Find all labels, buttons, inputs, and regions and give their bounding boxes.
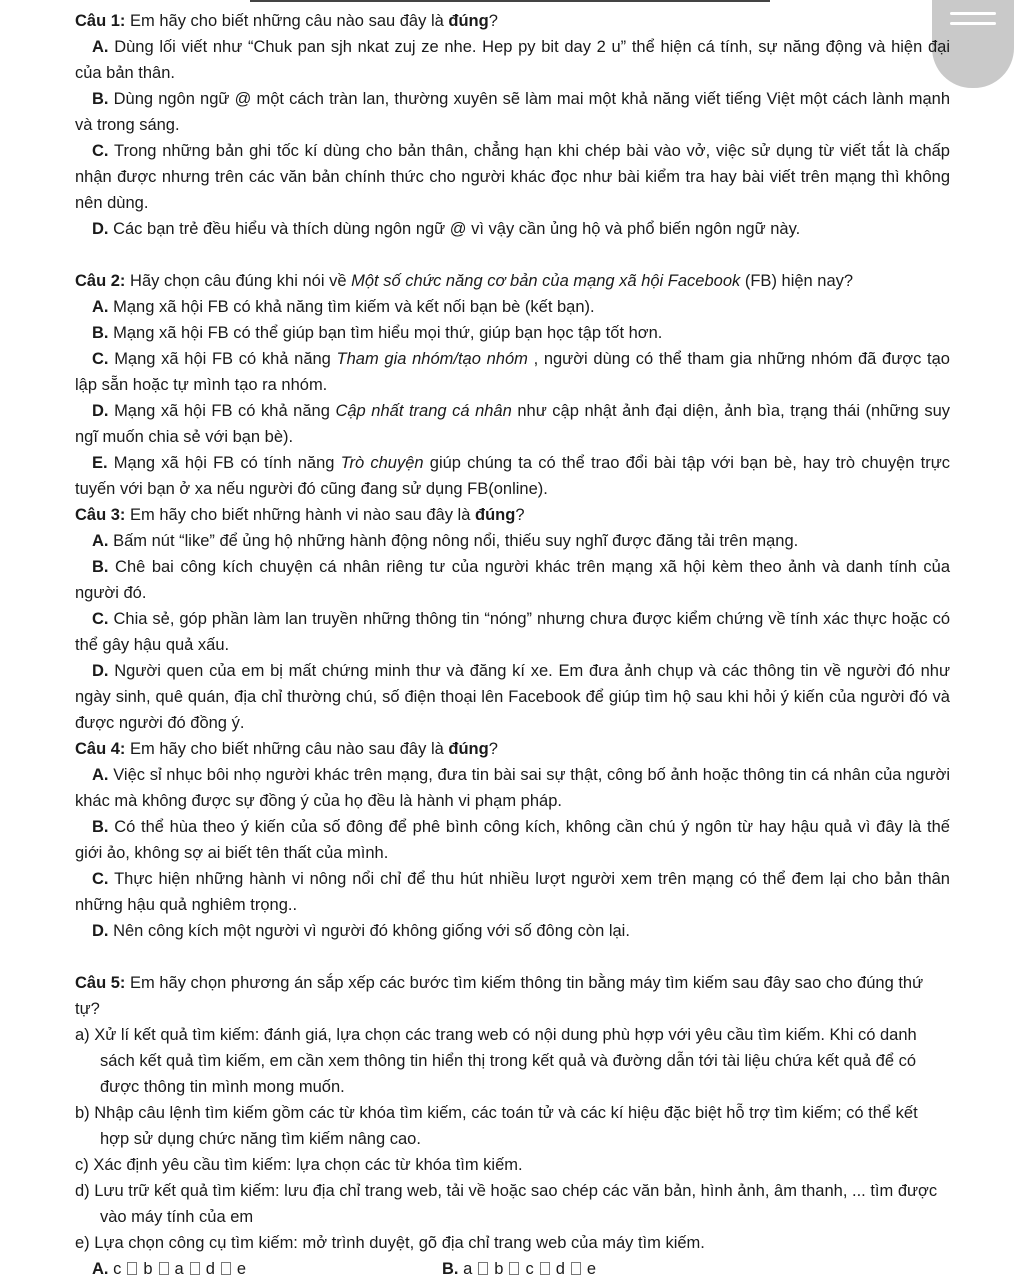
option-c bbox=[75, 606, 950, 658]
option-key: D. bbox=[92, 922, 109, 940]
option-d bbox=[75, 918, 950, 944]
option-key: D. bbox=[92, 402, 109, 420]
grip-line-icon bbox=[950, 22, 996, 25]
question-text: Hãy chọn câu đúng khi nói về bbox=[130, 272, 347, 290]
option-key: B. bbox=[92, 818, 109, 836]
answer-letter: c bbox=[525, 1260, 534, 1278]
option-key: A. bbox=[92, 766, 109, 784]
question-text-end: ? bbox=[488, 12, 498, 30]
missing-glyph-box bbox=[190, 1262, 200, 1275]
option-key: B. bbox=[92, 90, 109, 108]
step-b: b) Nhập câu lệnh tìm kiếm gồm các từ khóa tìm kiếm, các toán tử và các kí hiệu đặc biệt hỗ trợ tìm kiếm; có thể kết hợp sử dụng chức năng tìm kiếm nâng cao. bbox=[75, 1104, 918, 1148]
option-d bbox=[75, 398, 950, 450]
option-text: Dùng lối viết như “Chuk pan sjh nkat zuj ze nhe. Hep py bit day 2 u” thể hiện cá tính, sự năng động và hiện đại của bản thân. bbox=[75, 38, 950, 82]
option-key: E. bbox=[92, 454, 108, 472]
answer-letter: b bbox=[143, 1260, 153, 1278]
option-text: Mạng xã hội FB có khả năng bbox=[114, 402, 330, 420]
answer-letter: c bbox=[113, 1260, 122, 1278]
question-4-stem bbox=[75, 736, 950, 762]
option-key: A. bbox=[92, 38, 109, 56]
option-text: Các bạn trẻ đều hiểu và thích dùng ngôn ngữ @ vì vậy cần ủng hộ và phổ biến ngôn ngữ này. bbox=[113, 220, 801, 238]
answer-a bbox=[92, 1256, 442, 1282]
step-a: a) Xử lí kết quả tìm kiếm: đánh giá, lựa chọn các trang web có nội dung phù hợp với yêu cầu tìm kiếm. Khi có danh sách kết quả tìm kiếm, em cần xem thông tin hiển thị trong kết quả và đường dẫn tới tài liệu chứa kết quả để có được thông tin mình mong muốn. bbox=[75, 1026, 917, 1096]
question-text: Em hãy cho biết những câu nào sau đây là bbox=[130, 740, 444, 758]
option-key: C. bbox=[92, 142, 109, 160]
question-label: Câu 4: bbox=[75, 740, 126, 758]
option-b bbox=[75, 86, 950, 138]
answer-b bbox=[442, 1256, 596, 1282]
missing-glyph-box bbox=[221, 1262, 231, 1275]
previous-page-edge bbox=[250, 0, 770, 2]
question-emphasis: đúng bbox=[448, 740, 489, 758]
option-text: Trong những bản ghi tốc kí dùng cho bản thân, chẳng hạn khi chép bài vào vở, việc sử dụng từ viết tắt là chấp nhận được nhưng trên các văn bản chính thức cho người khác đọc như bài kiểm tra hay bài viết trên mạng thì không nên dùng. bbox=[75, 142, 950, 212]
option-b bbox=[75, 320, 950, 346]
answer-choices bbox=[75, 1256, 950, 1282]
option-e bbox=[75, 450, 950, 502]
option-key: A. bbox=[92, 532, 109, 550]
option-a bbox=[75, 34, 950, 86]
document-body bbox=[75, 8, 950, 1282]
option-text: Thực hiện những hành vi nông nổi chỉ để thu hút nhiều lượt người xem trên mạng có thể đem lại cho bản thân những hậu quả nghiêm trọng.. bbox=[75, 870, 950, 914]
question-1-stem bbox=[75, 8, 950, 34]
option-d bbox=[75, 216, 950, 242]
question-italic: Một số chức năng cơ bản của mạng xã hội Facebook bbox=[351, 272, 741, 290]
option-italic: Cập nhất trang cá nhân bbox=[335, 402, 512, 420]
answer-letter: a bbox=[174, 1260, 184, 1278]
question-text: Em hãy chọn phương án sắp xếp các bước tìm kiếm thông tin bằng máy tìm kiếm sau đây sao cho đúng thứ tự? bbox=[75, 974, 924, 1018]
option-text: Bấm nút “like” để ủng hộ những hành động nông nổi, thiếu suy nghĩ được đăng tải trên mạng. bbox=[113, 532, 799, 550]
missing-glyph-box bbox=[159, 1262, 169, 1275]
option-text: Người quen của em bị mất chứng minh thư và đăng kí xe. Em đưa ảnh chụp và các thông tin về người đó như ngày sinh, quê quán, địa chỉ thường chú, số điện thoại lên Facebook để giúp tìm hộ sau khi hỏi ý kiến của người đó và được người đó đồng ý. bbox=[75, 662, 950, 732]
missing-glyph-box bbox=[571, 1262, 581, 1275]
option-text: Dùng ngôn ngữ @ một cách tràn lan, thường xuyên sẽ làm mai một khả năng viết tiếng Việt một cách lành mạnh và trong sáng. bbox=[75, 90, 950, 134]
answer-key: B. bbox=[442, 1260, 459, 1278]
option-text-end: , người dùng có thể tham gia những nhóm đã được tạo lập sẵn hoặc tự mình tạo ra nhóm. bbox=[75, 350, 950, 394]
option-key: B. bbox=[92, 324, 109, 342]
question-label: Câu 5: bbox=[75, 974, 126, 992]
question-3-stem bbox=[75, 502, 950, 528]
missing-glyph-box bbox=[127, 1262, 137, 1275]
question-2-stem bbox=[75, 268, 950, 294]
option-italic: Trò chuyện bbox=[340, 454, 424, 472]
option-text-end: giúp chúng ta có thể trao đổi bài tập với bạn bè, hay trò chuyện trực tuyến với bạn ở xa nếu người đó cũng đang sử dụng FB(online). bbox=[75, 454, 950, 498]
option-text: Mạng xã hội FB có khả năng tìm kiếm và kết nối bạn bè (kết bạn). bbox=[113, 298, 595, 316]
answer-letter: a bbox=[463, 1260, 473, 1278]
option-text: Mạng xã hội FB có khả năng bbox=[114, 350, 331, 368]
option-a bbox=[75, 294, 950, 320]
answer-letter: b bbox=[494, 1260, 504, 1278]
option-key: C. bbox=[92, 610, 109, 628]
option-c bbox=[75, 346, 950, 398]
option-b bbox=[75, 554, 950, 606]
question-emphasis: đúng bbox=[474, 506, 516, 524]
answer-key: A. bbox=[92, 1260, 109, 1278]
missing-glyph-box bbox=[509, 1262, 519, 1275]
option-key: C. bbox=[92, 870, 109, 888]
option-italic: Tham gia nhóm/tạo nhóm bbox=[336, 350, 528, 368]
option-key: C. bbox=[92, 350, 109, 368]
option-text: Việc sỉ nhục bôi nhọ người khác trên mạng, đưa tin bài sai sự thật, công bố ảnh hoặc thông tin cá nhân của người khác mà không được sự đồng ý của họ đều là hành vi phạm pháp. bbox=[75, 766, 950, 810]
step-e: e) Lựa chọn công cụ tìm kiếm: mở trình duyệt, gõ địa chỉ trang web của máy tìm kiếm. bbox=[75, 1234, 705, 1252]
step-c: c) Xác định yêu cầu tìm kiếm: lựa chọn các từ khóa tìm kiếm. bbox=[75, 1156, 523, 1174]
option-text: Mạng xã hội FB có thể giúp bạn tìm hiểu mọi thứ, giúp bạn học tập tốt hơn. bbox=[113, 324, 663, 342]
option-c bbox=[75, 138, 950, 216]
option-key: A. bbox=[92, 298, 109, 316]
question-text-end: (FB) hiện nay? bbox=[744, 272, 854, 290]
option-text: Có thể hùa theo ý kiến của số đông để phê bình công kích, không cần chú ý ngôn từ hay hậu quả vì đây là thế giới ảo, không sợ ai biết tên thất của mình. bbox=[75, 818, 950, 862]
answer-letter: d bbox=[205, 1260, 215, 1278]
spacer bbox=[75, 242, 950, 268]
question-text-end: ? bbox=[488, 740, 498, 758]
option-b bbox=[75, 814, 950, 866]
question-label: Câu 3: bbox=[75, 506, 126, 524]
option-text: Mạng xã hội FB có tính năng bbox=[113, 454, 335, 472]
option-text: Chê bai công kích chuyện cá nhân riêng tư của người khác trên mạng xã hội kèm theo ảnh và danh tính của người đó. bbox=[75, 558, 950, 602]
missing-glyph-box bbox=[478, 1262, 488, 1275]
option-a bbox=[75, 528, 950, 554]
step-d: d) Lưu trữ kết quả tìm kiếm: lưu địa chỉ trang web, tải về hoặc sao chép các văn bản, hình ảnh, âm thanh, ... tìm được vào máy tính của em bbox=[75, 1182, 938, 1226]
option-text-end: như cập nhật ảnh đại diện, ảnh bìa, trạng thái (những suy ngĩ muốn chia sẻ với bạn bè). bbox=[75, 402, 951, 446]
option-key: B. bbox=[92, 558, 109, 576]
option-d bbox=[75, 658, 950, 736]
option-c bbox=[75, 866, 950, 918]
missing-glyph-box bbox=[540, 1262, 550, 1275]
grip-line-icon bbox=[950, 12, 996, 15]
answer-letter: d bbox=[555, 1260, 565, 1278]
spacer bbox=[75, 944, 950, 970]
option-text: Chia sẻ, góp phần làm lan truyền những thông tin “nóng” nhưng chưa được kiểm chứng về tính xác thực hoặc có thể gây hậu quả xấu. bbox=[75, 610, 950, 654]
option-a bbox=[75, 762, 950, 814]
option-key: D. bbox=[92, 662, 109, 680]
option-key: D. bbox=[92, 220, 109, 238]
question-label: Câu 2: bbox=[75, 272, 126, 290]
question-text: Em hãy cho biết những hành vi nào sau đây là bbox=[130, 506, 471, 524]
question-text: Em hãy cho biết những câu nào sau đây là bbox=[130, 12, 444, 30]
answer-letter: e bbox=[236, 1260, 247, 1278]
question-emphasis: đúng bbox=[448, 12, 489, 30]
question-5-stem bbox=[75, 970, 950, 1022]
option-text: Nên công kích một người vì người đó không giống với số đông còn lại. bbox=[113, 922, 630, 940]
answer-letter: e bbox=[586, 1260, 597, 1278]
question-text-end: ? bbox=[515, 506, 525, 524]
question-label: Câu 1: bbox=[75, 12, 126, 30]
